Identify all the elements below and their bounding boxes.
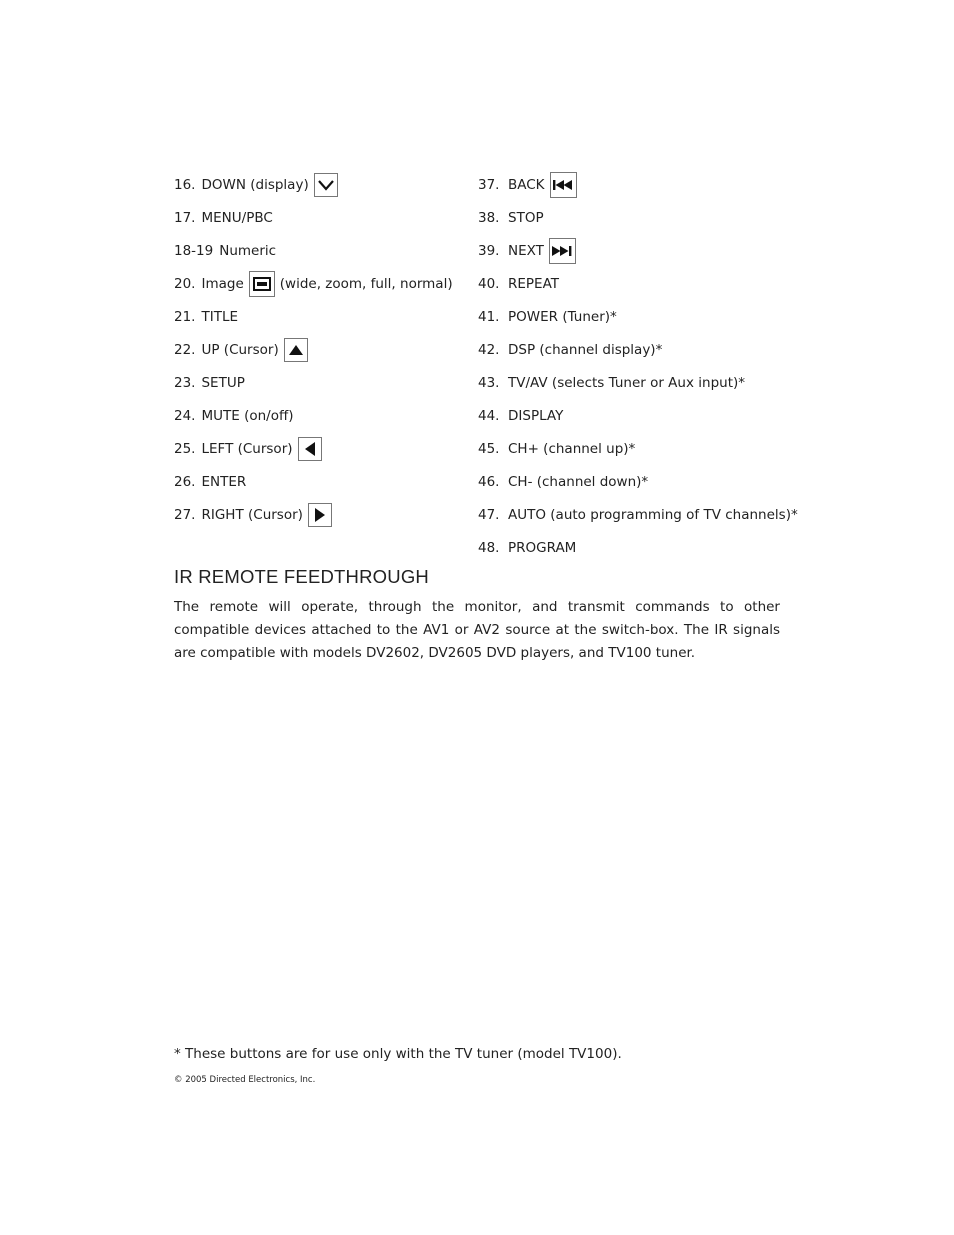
item-number: 48. [478, 539, 500, 556]
footnote: * These buttons are for use only with the TV tuner (model TV100). [174, 1046, 622, 1062]
item-label: MUTE (on/off) [201, 407, 294, 424]
item-number: 18-19 [174, 242, 214, 259]
item-number: 27. [174, 506, 196, 523]
list-item [174, 300, 464, 333]
item-number: 25. [174, 440, 196, 457]
item-number: 22. [174, 341, 196, 358]
list-item [478, 498, 798, 531]
item-number: 21. [174, 308, 196, 325]
list-item [478, 399, 798, 432]
item-label: BACK [508, 176, 545, 193]
item-number: 26. [174, 473, 196, 490]
item-number: 40. [478, 275, 500, 292]
item-number: 47. [478, 506, 500, 523]
item-label: STOP [508, 209, 544, 226]
list-item [478, 234, 798, 267]
list-item [174, 201, 464, 234]
list-item [478, 168, 798, 201]
list-item [478, 432, 798, 465]
item-label: POWER (Tuner)* [508, 308, 617, 325]
skip-back-icon [550, 172, 577, 198]
item-label: REPEAT [508, 275, 560, 292]
list-item [174, 366, 464, 399]
item-label: NEXT [508, 242, 544, 259]
list-item [478, 465, 798, 498]
list-item [174, 399, 464, 432]
item-number: 16. [174, 176, 196, 193]
item-label: MENU/PBC [201, 209, 273, 226]
list-item [478, 333, 798, 366]
item-label: Numeric [219, 242, 277, 259]
list-item [478, 531, 798, 564]
section-heading: IR REMOTE FEEDTHROUGH [174, 566, 429, 587]
list-item [174, 498, 464, 531]
list-item [174, 267, 464, 300]
skip-forward-icon [549, 238, 576, 264]
list-item [174, 465, 464, 498]
list-item [174, 432, 464, 465]
list-item [478, 267, 798, 300]
item-number: 41. [478, 308, 500, 325]
item-label: RIGHT (Cursor) [201, 506, 303, 523]
item-number: 42. [478, 341, 500, 358]
item-label: SETUP [201, 374, 245, 391]
item-label: AUTO (auto programming of TV channels)* [508, 506, 798, 523]
list-item [174, 234, 464, 267]
item-label: LEFT (Cursor) [201, 440, 293, 457]
item-label: PROGRAM [508, 539, 577, 556]
item-label: UP (Cursor) [201, 341, 279, 358]
item-label: DISPLAY [508, 407, 564, 424]
right-button-list [478, 168, 798, 564]
list-item [478, 201, 798, 234]
item-number: 39. [478, 242, 500, 259]
item-label: DOWN (display) [201, 176, 309, 193]
item-suffix: (wide, zoom, full, normal) [279, 275, 453, 292]
copyright: © 2005 Directed Electronics, Inc. [174, 1075, 316, 1085]
item-number: 24. [174, 407, 196, 424]
list-item [478, 300, 798, 333]
up-triangle-icon [284, 338, 308, 362]
item-number: 38. [478, 209, 500, 226]
item-number: 43. [478, 374, 500, 391]
section-paragraph: The remote will operate, through the monitor, and transmit commands to other compatible devices attached to the AV1 or AV2 source at the switch-box. The IR signals are compatible with models DV2602, DV2605 DVD players, and TV100 tuner. [174, 599, 780, 661]
item-number: 45. [478, 440, 500, 457]
item-label: ENTER [201, 473, 247, 490]
item-number: 20. [174, 275, 196, 292]
list-item [478, 366, 798, 399]
item-label: DSP (channel display)* [508, 341, 663, 358]
down-chevron-icon [314, 173, 338, 197]
item-number: 46. [478, 473, 500, 490]
item-number: 37. [478, 176, 500, 193]
item-label: TITLE [201, 308, 239, 325]
item-label: CH- (channel down)* [508, 473, 649, 490]
item-number: 17. [174, 209, 196, 226]
right-triangle-icon [308, 503, 332, 527]
left-button-list [174, 168, 464, 531]
item-label: TV/AV (selects Tuner or Aux input)* [508, 374, 746, 391]
item-number: 23. [174, 374, 196, 391]
list-item [174, 168, 464, 201]
image-frame-icon [249, 271, 275, 297]
item-number: 44. [478, 407, 500, 424]
item-label: Image [201, 275, 244, 292]
list-item [174, 333, 464, 366]
item-label: CH+ (channel up)* [508, 440, 636, 457]
left-triangle-icon [298, 437, 322, 461]
